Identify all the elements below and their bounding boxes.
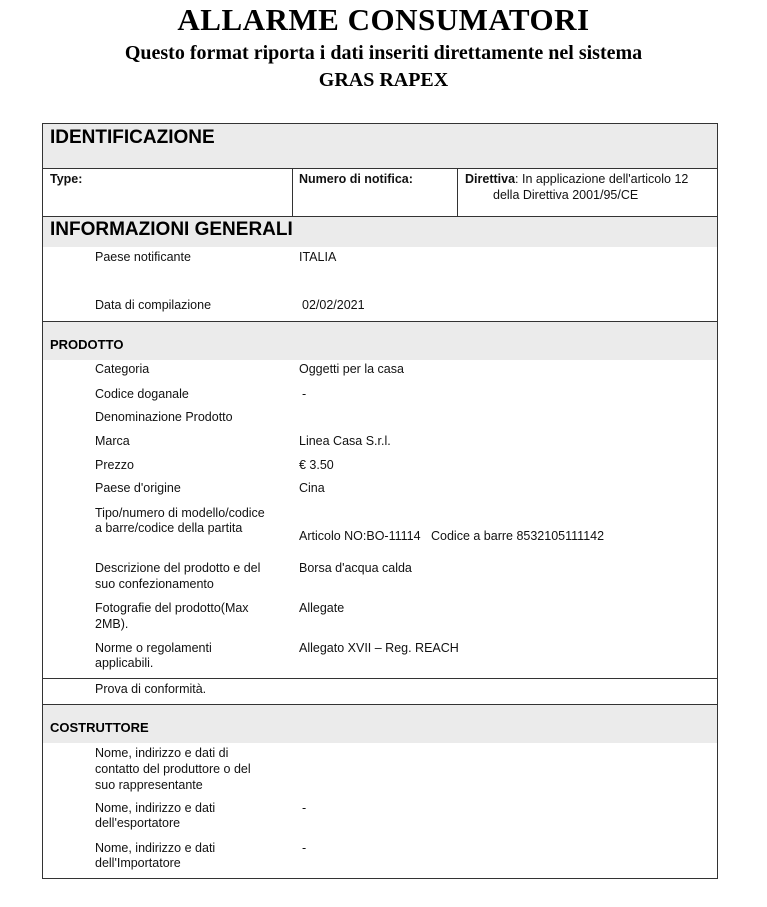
direttiva-text-2: della Direttiva 2001/95/CE bbox=[493, 188, 639, 202]
data-compilazione-value: 02/02/2021 bbox=[302, 298, 365, 312]
section-title-informazioni-generali: INFORMAZIONI GENERALI bbox=[50, 219, 293, 240]
document-title: ALLARME CONSUMATORI bbox=[177, 2, 590, 37]
codice-doganale-label: Codice doganale bbox=[95, 387, 189, 401]
categoria-value: Oggetti per la casa bbox=[299, 362, 404, 376]
paese-origine-label: Paese d'origine bbox=[95, 481, 181, 495]
fotografie-label-1: Fotografie del prodotto(Max bbox=[95, 601, 249, 615]
data-compilazione-label: Data di compilazione bbox=[95, 298, 212, 312]
section-title-identificazione: IDENTIFICAZIONE bbox=[50, 127, 215, 148]
column-divider bbox=[457, 168, 458, 216]
divider bbox=[42, 168, 718, 169]
prezzo-label: Prezzo bbox=[95, 458, 134, 472]
importatore-value: - bbox=[302, 841, 307, 855]
divider bbox=[42, 321, 718, 322]
numero-notifica-label: Numero di notifica: bbox=[299, 172, 413, 186]
categoria-label: Categoria bbox=[95, 362, 150, 376]
direttiva-text bbox=[465, 172, 688, 187]
tipo-modello-label-2: a barre/codice della partita bbox=[95, 521, 243, 535]
tipo-modello-value: Articolo NO:BO-11114 Codice a barre 8532105111142 bbox=[299, 529, 605, 543]
divider bbox=[42, 704, 718, 705]
esportatore-value: - bbox=[302, 801, 307, 815]
marca-value: Linea Casa S.r.l. bbox=[299, 434, 391, 448]
produttore-label-3: suo rappresentante bbox=[95, 778, 203, 792]
norme-label-1: Norme o regolamenti bbox=[95, 641, 212, 655]
descrizione-label-1: Descrizione del prodotto e del bbox=[95, 561, 261, 575]
norme-label-2: applicabili. bbox=[95, 656, 154, 670]
codice-doganale-value: - bbox=[302, 387, 307, 401]
marca-label: Marca bbox=[95, 434, 130, 448]
paese-notificante-value: ITALIA bbox=[299, 250, 337, 264]
norme-value: Allegato XVII – Reg. REACH bbox=[299, 641, 459, 655]
column-divider bbox=[292, 168, 293, 216]
paese-origine-value: Cina bbox=[299, 481, 325, 495]
descrizione-label-2: suo confezionamento bbox=[95, 577, 214, 591]
direttiva-text-1: : In applicazione dell'articolo 12 bbox=[515, 172, 689, 186]
denominazione-label: Denominazione Prodotto bbox=[95, 410, 233, 424]
direttiva-label: Direttiva bbox=[465, 172, 516, 186]
system-name: GRAS RAPEX bbox=[318, 69, 449, 91]
esportatore-label-2: dell'esportatore bbox=[95, 816, 181, 830]
produttore-label-2: contatto del produttore o del bbox=[95, 762, 251, 776]
prova-conformita-label: Prova di conformità. bbox=[95, 682, 207, 696]
esportatore-label-1: Nome, indirizzo e dati bbox=[95, 801, 216, 815]
prodotto-band bbox=[43, 322, 717, 360]
paese-notificante-label: Paese notificante bbox=[95, 250, 191, 264]
type-label: Type: bbox=[50, 172, 83, 186]
descrizione-value: Borsa d'acqua calda bbox=[299, 561, 412, 575]
section-title-costruttore: COSTRUTTORE bbox=[50, 720, 149, 735]
divider bbox=[42, 678, 718, 679]
importatore-label-1: Nome, indirizzo e dati bbox=[95, 841, 216, 855]
tipo-modello-label-1: Tipo/numero di modello/codice bbox=[95, 506, 265, 520]
produttore-label-1: Nome, indirizzo e dati di bbox=[95, 746, 229, 760]
divider bbox=[42, 216, 718, 217]
fotografie-value: Allegate bbox=[299, 601, 345, 615]
importatore-label-2: dell'Importatore bbox=[95, 856, 181, 870]
fotografie-label-2: 2MB). bbox=[95, 617, 129, 631]
document-subtitle: Questo format riporta i dati inseriti direttamente nel sistema bbox=[124, 42, 643, 64]
section-title-prodotto: PRODOTTO bbox=[50, 337, 124, 352]
prezzo-value: € 3.50 bbox=[299, 458, 334, 472]
